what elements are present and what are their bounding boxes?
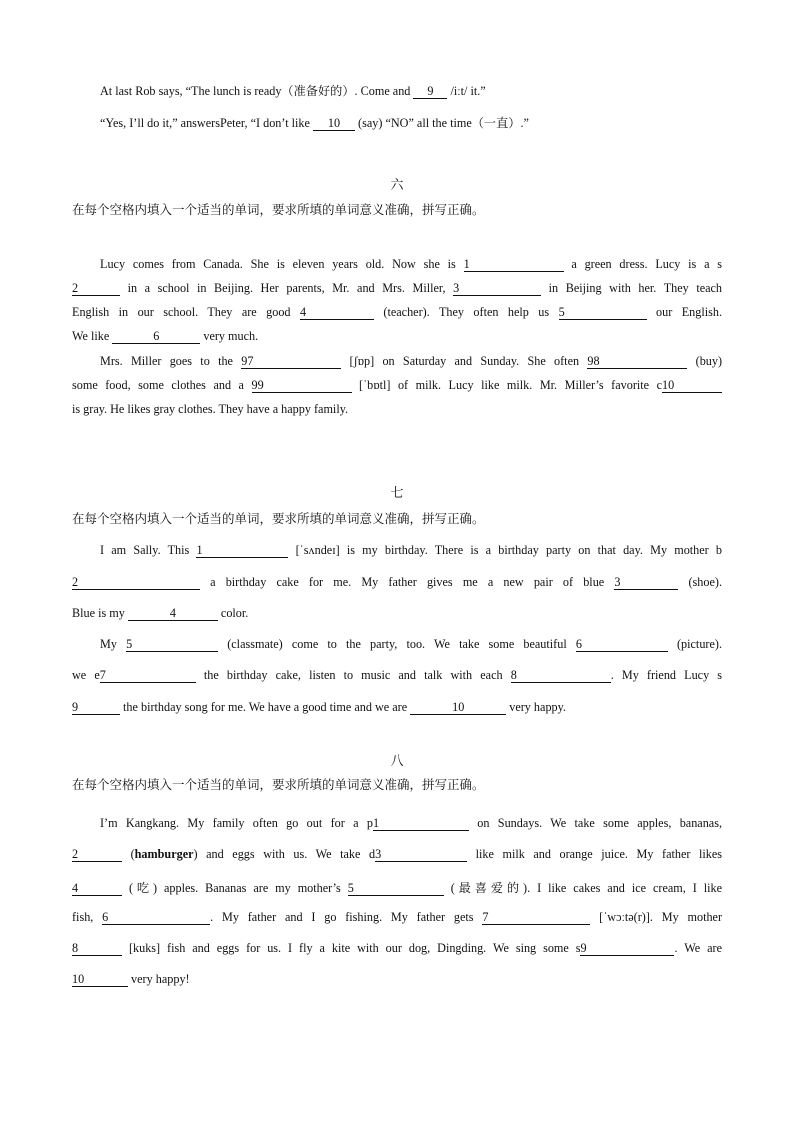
story-line [100, 816, 722, 834]
blank-10[interactable]: 10 [313, 117, 355, 131]
section-heading: 七 [390, 486, 404, 501]
text: some food, some clothes and a [72, 378, 244, 392]
blank-3[interactable]: 3 [453, 282, 541, 296]
story-line [72, 305, 722, 323]
text: very happy! [131, 972, 190, 986]
text: Blue is my [72, 606, 125, 620]
story-line [72, 879, 722, 897]
story-line [72, 575, 722, 593]
story-line [72, 329, 722, 344]
blank-3[interactable]: 3 [614, 576, 678, 590]
text: the birthday cake, listen to music and talk with each [203, 668, 503, 682]
text: a green dress. Lucy is a s [571, 257, 722, 271]
blank-4[interactable]: 4 [300, 306, 374, 320]
text: very happy. [509, 700, 566, 714]
blank-9[interactable]: 9 [413, 85, 447, 99]
blank-6[interactable]: 6 [112, 330, 200, 344]
text: in Beijing with her. They teach [548, 281, 722, 295]
blank-6[interactable]: 6 [576, 638, 668, 652]
blank-8[interactable]: 8 [72, 942, 122, 956]
blank-10[interactable]: 10 [410, 701, 506, 715]
text: (吃) apples. Bananas are my mother’s [128, 881, 341, 895]
blank-9[interactable]: 9 [580, 942, 674, 956]
blank-1[interactable]: 1 [196, 544, 288, 558]
text: (say) “NO” all the time（一直）.” [358, 116, 529, 130]
blank-7[interactable]: 7 [100, 669, 196, 683]
blank-5[interactable]: 5 [126, 638, 218, 652]
blank-5[interactable]: 5 [559, 306, 647, 320]
blank-99[interactable]: 99 [252, 379, 352, 393]
story-line [72, 941, 722, 959]
section-heading: 八 [390, 754, 404, 769]
blank-4[interactable]: 4 [72, 882, 122, 896]
text: [ʃɒp] on Saturday and Sunday. She often [349, 354, 580, 368]
blank-10[interactable]: 10 [662, 379, 722, 393]
blank-97[interactable]: 97 [241, 355, 341, 369]
blank-2[interactable]: 2 [72, 576, 200, 590]
blank-1[interactable]: 1 [464, 258, 564, 272]
story-line [72, 402, 722, 417]
text: in a school in Beijing. Her parents, Mr. and Mrs. Miller, [127, 281, 446, 295]
section-heading: 六 [390, 178, 404, 193]
blank-3[interactable]: 3 [375, 848, 467, 862]
blank-10[interactable]: 10 [72, 973, 128, 987]
hint-word: hamburger [134, 847, 194, 861]
story-line [100, 637, 722, 655]
text: . We are [674, 941, 722, 955]
blank-9[interactable]: 9 [72, 701, 120, 715]
text: on Sundays. We take some apples, bananas, [477, 816, 722, 830]
blank-7[interactable]: 7 [482, 911, 590, 925]
blank-4[interactable]: 4 [128, 607, 218, 621]
blank-6[interactable]: 6 [102, 911, 210, 925]
text: is gray. He likes gray clothes. They have a happy family. [72, 402, 349, 416]
section-instruction: 在每个空格内填入一个适当的单词，要求所填的单词意义准确，拼写正确。 [72, 511, 485, 526]
text: (teacher). They often help us [383, 305, 550, 319]
story-line [72, 378, 722, 396]
text: /iːt/ it.” [450, 84, 486, 98]
text: a birthday cake for me. My father gives me a new pair of blue [210, 575, 605, 589]
text: [ˈsʌndeɪ] is my birthday. There is a birthday party on that day. My mother b [295, 543, 722, 557]
story-line [100, 82, 722, 99]
text: “Yes, I’ll do it,” answersPeter, “I don’t like [100, 116, 310, 130]
text: color. [220, 606, 249, 620]
text: fish, [72, 910, 94, 924]
text: we e [72, 668, 100, 682]
story-line [72, 847, 722, 865]
section-instruction: 在每个空格内填入一个适当的单词，要求所填的单词意义准确，拼写正确。 [72, 777, 485, 792]
story-line [72, 606, 722, 621]
text: (classmate) come to the party, too. We take some beautiful [227, 637, 567, 651]
text: the birthday song for me. We have a good time and we are [123, 700, 408, 714]
text: I am Sally. This [100, 543, 190, 557]
blank-8[interactable]: 8 [511, 669, 611, 683]
text: I’m Kangkang. My family often go out for a p [100, 816, 373, 830]
text: [ˈwɔːtə(r)]. My mother [599, 910, 722, 924]
text: English in our school. They are good [72, 305, 291, 319]
text: [ˈbɒtl] of milk. Lucy like milk. Mr. Miller’s favorite c [359, 378, 663, 392]
story-line [100, 354, 722, 372]
story-line [100, 257, 722, 275]
text: At last Rob says, “The lunch is ready（准备好的）. Come and [100, 84, 411, 98]
blank-2[interactable]: 2 [72, 282, 120, 296]
text: We like [72, 329, 110, 343]
story-line [100, 114, 722, 131]
blank-5[interactable]: 5 [348, 882, 444, 896]
blank-98[interactable]: 98 [587, 355, 687, 369]
text: our English. [656, 305, 722, 319]
text: Mrs. Miller goes to the [100, 354, 233, 368]
text: ( [130, 847, 135, 861]
text: . My father and I go fishing. My father gets [210, 910, 474, 924]
story-line [72, 281, 722, 299]
blank-1[interactable]: 1 [373, 817, 469, 831]
text: (buy) [695, 354, 722, 368]
text: [kuks] fish and eggs for us. I fly a kite with our dog, Dingding. We sing some s [128, 941, 581, 955]
story-line [72, 668, 722, 686]
text: (最喜爱的). I like cakes and ice cream, I like [450, 881, 722, 895]
story-line [72, 700, 722, 715]
text: (picture). [676, 637, 722, 651]
text: like milk and orange juice. My father likes [475, 847, 722, 861]
text: ) and eggs with us. We take d [193, 847, 376, 861]
story-line [72, 972, 722, 987]
text: Lucy comes from Canada. She is eleven years old. Now she is [100, 257, 456, 271]
text: . My friend Lucy s [610, 668, 722, 682]
section-instruction: 在每个空格内填入一个适当的单词，要求所填的单词意义准确，拼写正确。 [72, 202, 485, 217]
text: (shoe). [688, 575, 722, 589]
story-line [100, 543, 722, 561]
story-line [72, 910, 722, 928]
text: My [100, 637, 117, 651]
text: very much. [203, 329, 259, 343]
blank-2[interactable]: 2 [72, 848, 122, 862]
